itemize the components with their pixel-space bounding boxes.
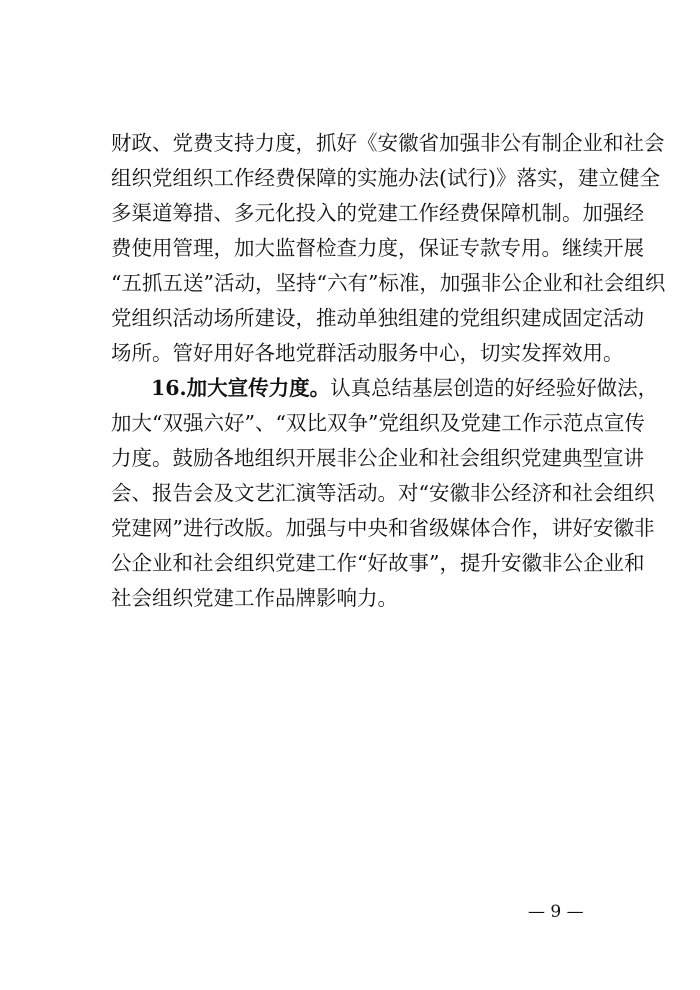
text-line: 场所。管好用好各地党群活动服务中心，切实发挥效用。 (111, 341, 624, 365)
text-line: 会、报告会及文艺汇演等活动。对“安徽非公经济和社会组织 (111, 481, 655, 505)
text-line-first (111, 371, 659, 406)
text-segment: 认真总结基层创造的好经验好做法， (330, 376, 659, 400)
text-line: 财政、党费支持力度，抓好《安徽省加强非公有制企业和社会 (111, 131, 665, 155)
text-line: 费使用管理，加大监督检查力度，保证专款专用。继续开展 (111, 236, 644, 260)
text-line: 党建网”进行改版。加强与中央和省级媒体合作，讲好安徽非 (111, 516, 655, 540)
text-line: 力度。鼓励各地组织开展非公企业和社会组织党建典型宣讲 (111, 446, 644, 470)
text-line: 公企业和社会组织党建工作“好故事”，提升安徽非公企业和 (111, 551, 645, 575)
text-line: 党组织活动场所建设，推动单独组建的党组织建成固定活动 (111, 306, 644, 330)
text-line: 多渠道筹措、多元化投入的党建工作经费保障机制。加强经 (111, 201, 644, 225)
paragraph-funding (111, 126, 666, 371)
paragraph-publicity (111, 371, 659, 616)
text-line: 社会组织党建工作品牌影响力。 (111, 586, 398, 610)
text-line: 加大“双强六好”、“双比双争”党组织及党建工作示范点宣传 (111, 411, 645, 435)
text-line: 组织党组织工作经费保障的实施办法(试行)》落实，建立健全 (111, 166, 660, 190)
section-heading: 16.加大宣传力度。 (151, 376, 331, 400)
text-line: “五抓五送”活动，坚持“六有”标准，加强非公企业和社会组织 (111, 271, 666, 295)
page-number: — 9 — (528, 902, 584, 922)
